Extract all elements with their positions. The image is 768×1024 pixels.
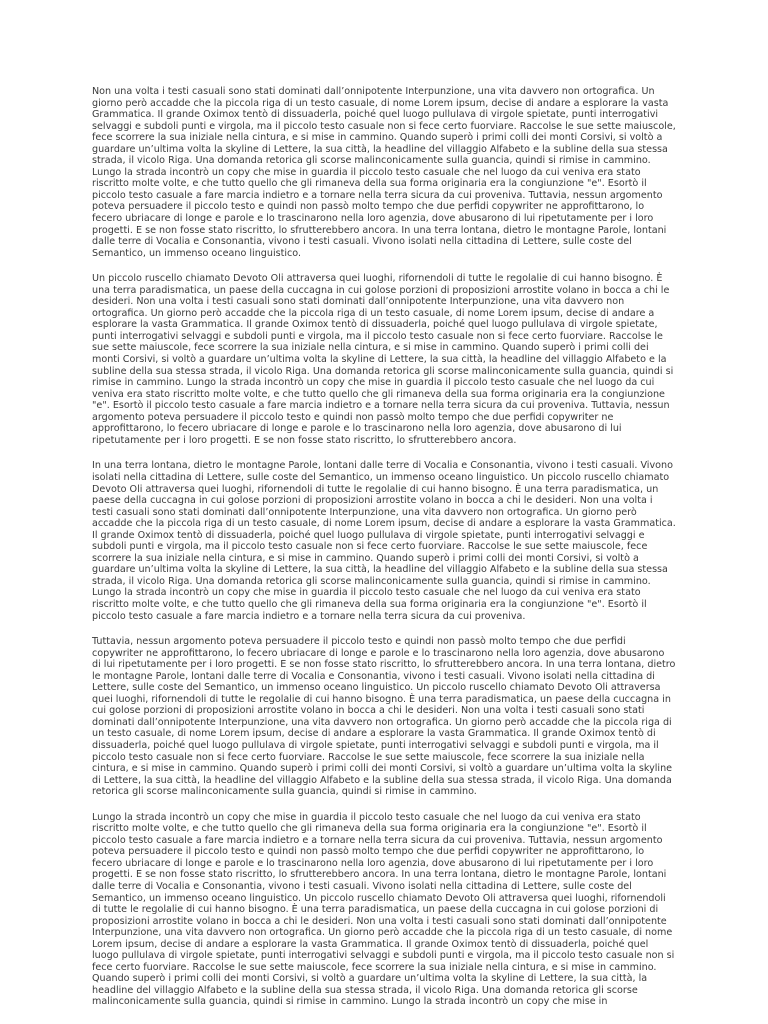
document-page xyxy=(92,86,676,1022)
paragraph-1: Non una volta i testi casuali sono stati dominati dall’onnipotente Interpunzione, una vita davvero non ortografica. Un giorno però accadde che la piccola riga di un testo casuale, di nome Lorem ipsum, decise di andare a esplorare la vasta Grammatica. Il grande Oximox tentò di dissuaderla, poiché quel luogo pullulava di virgole spietate, punti interrogativi selvaggi e subdoli punti e virgola, ma il piccolo testo casuale non si fece certo fuorviare. Raccolse le sue sette maiuscole, fece scorrere la sua iniziale nella cintura, e si mise in cammino. Quando superò i primi colli dei monti Corsivi, si voltò a guardare un’ultima volta la skyline di Lettere, la sua città, la headline del villaggio Alfabeto e la subline della sua stessa strada, il vicolo Riga. Una domanda retorica gli scorse malinconicamente sulla guancia, quindi si rimise in cammino. Lungo la strada incontrò un copy che mise in guardia il piccolo testo casuale che nel luogo da cui veniva era stato riscritto molte volte, e che tutto quello che gli rimaneva della sua forma originaria era la congiunzione "e". Esortò il piccolo testo casuale a fare marcia indietro e a tornare nella terra sicura da cui proveniva. Tuttavia, nessun argomento poteva persuadere il piccolo testo e quindi non passò molto tempo che due perfidi copywriter ne approfittarono, lo fecero ubriacare di longe e parole e lo trascinarono nella loro agenzia, dove abusarono di lui ripetutamente per i loro progetti. E se non fosse stato riscritto, lo sfrutterebbero ancora. In una terra lontana, dietro le montagne Parole, lontani dalle terre di Vocalia e Consonantia, vivono i testi casuali. Vivono isolati nella cittadina di Lettere, sulle coste del Semantico, un immenso oceano linguistico. xyxy=(92,86,676,259)
paragraph-3: In una terra lontana, dietro le montagne Parole, lontani dalle terre di Vocalia e Consonantia, vivono i testi casuali. Vivono isolati nella cittadina di Lettere, sulle coste del Semantico, un immenso oceano linguistico. Un piccolo ruscello chiamato Devoto Oli attraversa quei luoghi, rifornendoli di tutte le regolalie di cui hanno bisogno. È una terra paradismatica, un paese della cuccagna in cui golose porzioni di proposizioni arrostite volano in bocca a chi le desideri. Non una volta i testi casuali sono stati dominati dall’onnipotente Interpunzione, una vita davvero non ortografica. Un giorno però accadde che la piccola riga di un testo casuale, di nome Lorem ipsum, decise di andare a esplorare la vasta Grammatica. Il grande Oximox tentò di dissuaderla, poiché quel luogo pullulava di virgole spietate, punti interrogativi selvaggi e subdoli punti e virgola, ma il piccolo testo casuale non si fece certo fuorviare. Raccolse le sue sette maiuscole, fece scorrere la sua iniziale nella cintura, e si mise in cammino. Quando superò i primi colli dei monti Corsivi, si voltò a guardare un’ultima volta la skyline di Lettere, la sua città, la headline del villaggio Alfabeto e la subline della sua stessa strada, il vicolo Riga. Una domanda retorica gli scorse malinconicamente sulla guancia, quindi si rimise in cammino. Lungo la strada incontrò un copy che mise in guardia il piccolo testo casuale che nel luogo da cui veniva era stato riscritto molte volte, e che tutto quello che gli rimaneva della sua forma originaria era la congiunzione "e". Esortò il piccolo testo casuale a fare marcia indietro e a tornare nella terra sicura da cui proveniva. xyxy=(92,460,676,622)
paragraph-5: Lungo la strada incontrò un copy che mise in guardia il piccolo testo casuale che nel luogo da cui veniva era stato riscritto molte volte, e che tutto quello che gli rimaneva della sua forma originaria era la congiunzione "e". Esortò il piccolo testo casuale a fare marcia indietro e a tornare nella terra sicura da cui proveniva. Tuttavia, nessun argomento poteva persuadere il piccolo testo e quindi non passò molto tempo che due perfidi copywriter ne approfittarono, lo fecero ubriacare di longe e parole e lo trascinarono nella loro agenzia, dove abusarono di lui ripetutamente per i loro progetti. E se non fosse stato riscritto, lo sfrutterebbero ancora. In una terra lontana, dietro le montagne Parole, lontani dalle terre di Vocalia e Consonantia, vivono i testi casuali. Vivono isolati nella cittadina di Lettere, sulle coste del Semantico, un immenso oceano linguistico. Un piccolo ruscello chiamato Devoto Oli attraversa quei luoghi, rifornendoli di tutte le regolalie di cui hanno bisogno. È una terra paradismatica, un paese della cuccagna in cui golose porzioni di proposizioni arrostite volano in bocca a chi le desideri. Non una volta i testi casuali sono stati dominati dall’onnipotente Interpunzione, una vita davvero non ortografica. Un giorno però accadde che la piccola riga di un testo casuale, di nome Lorem ipsum, decise di andare a esplorare la vasta Grammatica. Il grande Oximox tentò di dissuaderla, poiché quel luogo pullulava di virgole spietate, punti interrogativi selvaggi e subdoli punti e virgola, ma il piccolo testo casuale non si fece certo fuorviare. Raccolse le sue sette maiuscole, fece scorrere la sua iniziale nella cintura, e si mise in cammino. Quando superò i primi colli dei monti Corsivi, si voltò a guardare un’ultima volta la skyline di Lettere, la sua città, la headline del villaggio Alfabeto e la subline della sua stessa strada, il vicolo Riga. Una domanda retorica gli scorse malinconicamente sulla guancia, quindi si rimise in cammino. Lungo la strada incontrò un copy che mise in xyxy=(92,811,675,1008)
paragraph-2: Un piccolo ruscello chiamato Devoto Oli attraversa quei luoghi, rifornendoli di tutte le regolalie di cui hanno bisogno. È una terra paradismatica, un paese della cuccagna in cui golose porzioni di proposizioni arrostite volano in bocca a chi le desideri. Non una volta i testi casuali sono stati dominati dall’onnipotente Interpunzione, una vita davvero non ortografica. Un giorno però accadde che la piccola riga di un testo casuale, di nome Lorem ipsum, decise di andare a esplorare la vasta Grammatica. Il grande Oximox tentò di dissuaderla, poiché quel luogo pullulava di virgole spietate, punti interrogativi selvaggi e subdoli punti e virgola, ma il piccolo testo casuale non si fece certo fuorviare. Raccolse le sue sette maiuscole, fece scorrere la sua iniziale nella cintura, e si mise in cammino. Quando superò i primi colli dei monti Corsivi, si voltò a guardare un’ultima volta la skyline di Lettere, la sua città, la headline del villaggio Alfabeto e la subline della sua stessa strada, il vicolo Riga. Una domanda retorica gli scorse malinconicamente sulla guancia, quindi si rimise in cammino. Lungo la strada incontrò un copy che mise in guardia il piccolo testo casuale che nel luogo da cui veniva era stato riscritto molte volte, e che tutto quello che gli rimaneva della sua forma originaria era la congiunzione "e". Esortò il piccolo testo casuale a fare marcia indietro e a tornare nella terra sicura da cui proveniva. Tuttavia, nessun argomento poteva persuadere il piccolo testo e quindi non passò molto tempo che due perfidi copywriter ne approfittarono, lo fecero ubriacare di longe e parole e lo trascinarono nella loro agenzia, dove abusarono di lui ripetutamente per i loro progetti. E se non fosse stato riscritto, lo sfrutterebbero ancora. xyxy=(92,273,674,446)
paragraph-4: Tuttavia, nessun argomento poteva persuadere il piccolo testo e quindi non passò molto tempo che due perfidi copywriter ne approfittarono, lo fecero ubriacare di longe e parole e lo trascinarono nella loro agenzia, dove abusarono di lui ripetutamente per i loro progetti. E se non fosse stato riscritto, lo sfrutterebbero ancora. In una terra lontana, dietro le montagne Parole, lontani dalle terre di Vocalia e Consonantia, vivono i testi casuali. Vivono isolati nella cittadina di Lettere, sulle coste del Semantico, un immenso oceano linguistico. Un piccolo ruscello chiamato Devoto Oli attraversa quei luoghi, rifornendoli di tutte le regolalie di cui hanno bisogno. È una terra paradismatica, un paese della cuccagna in cui golose porzioni di proposizioni arrostite volano in bocca a chi le desideri. Non una volta i testi casuali sono stati dominati dall’onnipotente Interpunzione, una vita davvero non ortografica. Un giorno però accadde che la piccola riga di un testo casuale, di nome Lorem ipsum, decise di andare a esplorare la vasta Grammatica. Il grande Oximox tentò di dissuaderla, poiché quel luogo pullulava di virgole spietate, punti interrogativi selvaggi e subdoli punti e virgola, ma il piccolo testo casuale non si fece certo fuorviare. Raccolse le sue sette maiuscole, fece scorrere la sua iniziale nella cintura, e si mise in cammino. Quando superò i primi colli dei monti Corsivi, si voltò a guardare un’ultima volta la skyline di Lettere, la sua città, la headline del villaggio Alfabeto e la subline della sua stessa strada, il vicolo Riga. Una domanda retorica gli scorse malinconicamente sulla guancia, quindi si rimise in cammino. xyxy=(92,636,676,798)
